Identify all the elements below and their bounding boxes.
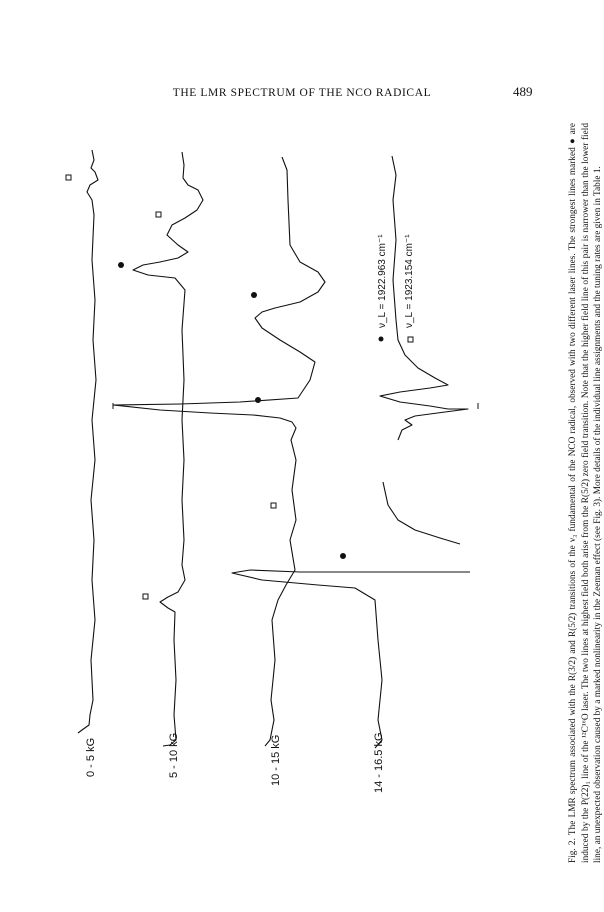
trace-10-15kg [113,157,325,746]
trace-label-0-5kg: 0 - 5 kG [85,737,97,777]
legend-entry-open-square: ν_L = 1923.154 cm⁻¹ [404,234,415,328]
legend-open-square-icon [408,337,413,342]
running-header-title: THE LMR SPECTRUM OF THE NCO RADICAL [172,87,432,99]
filled-circle-marker [251,292,257,298]
filled-circle-marker [255,397,261,403]
trace-label-14-16kg: 14 - 16.5 kG [373,732,385,793]
figure-caption: Fig. 2. The LMR spectrum associated with the R(3/2) and R(5/2) transitions of the ν₃ fundamental of the NCO radical, observed with two different laser lines. The strongest lines marked ● are induced by the P(22)₁ line of the ¹²C¹⁶O laser. The two lines at highest field both arise from the R(5/2) zero field transition. Note that the higher field line of this pair is narrower than the lower field line, an unexpected observation caused by a marked nonlinearity in the Zeeman effect (see Fig. 3). More details of the individual line assignments and the tuning rates are given in Table 1. [568,123,604,863]
filled-circle-marker [118,262,124,268]
trace-14-16kg [232,156,470,748]
filled-circle-marker [340,553,346,559]
open-square-marker [143,594,148,599]
trace-0-5kg [78,150,98,733]
open-square-marker [66,175,71,180]
page-number: 489 [513,84,533,99]
legend-filled-circle-icon [379,337,384,342]
open-square-marker [156,212,161,217]
legend-entry-filled-circle: ν_L = 1922.963 cm⁻¹ [377,234,388,328]
trace-5-10kg [133,152,203,746]
open-square-marker [271,503,276,508]
trace-label-10-15kg: 10 - 15 kG [270,734,282,786]
trace-label-5-10kg: 5 - 10 kG [168,732,180,778]
